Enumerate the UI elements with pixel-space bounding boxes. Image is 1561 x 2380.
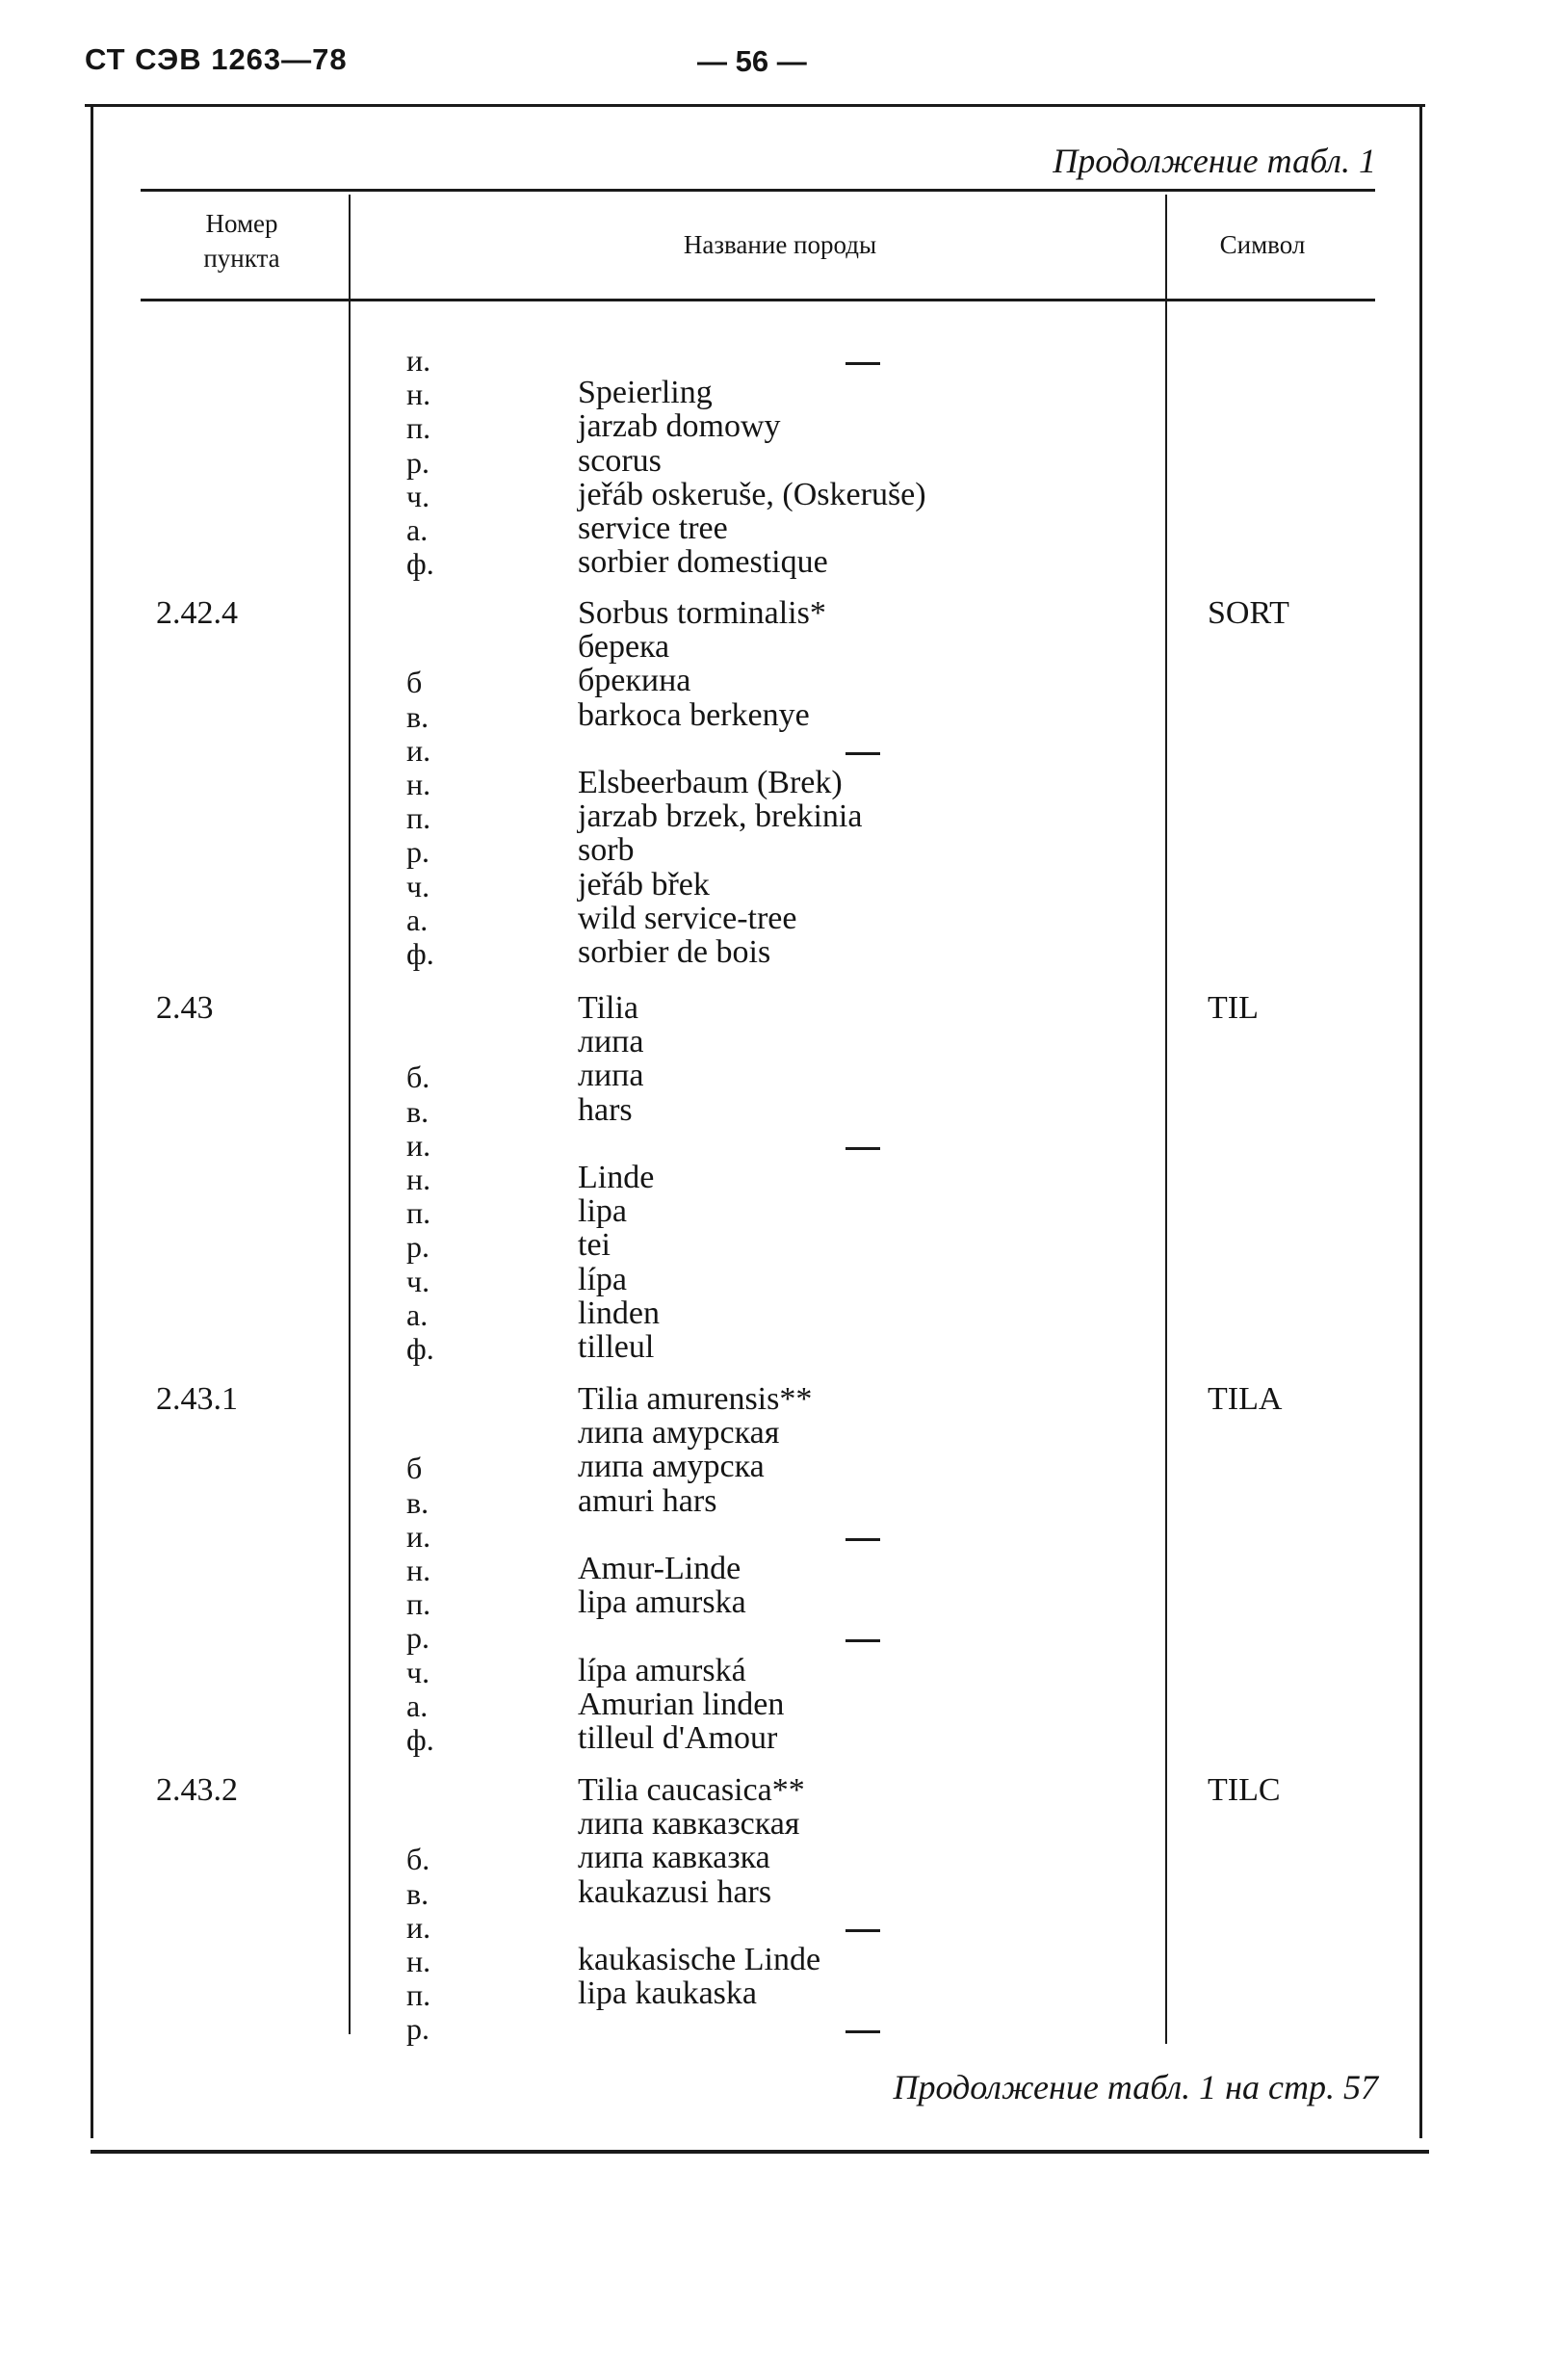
language-code: ф. xyxy=(406,1722,434,1757)
species-name: Amurian linden xyxy=(578,1686,785,1722)
species-name: lipa xyxy=(578,1193,627,1230)
species-name: Sorbus torminalis* xyxy=(578,595,826,631)
language-code: н. xyxy=(406,1162,431,1196)
language-code: н. xyxy=(406,1944,431,1978)
species-name: sorbier domestique xyxy=(578,544,828,581)
language-code: б xyxy=(406,1451,423,1486)
frame-top-rule xyxy=(85,104,1425,107)
no-term-dash xyxy=(846,1538,880,1541)
language-code: н. xyxy=(406,767,431,801)
language-code: п. xyxy=(406,1586,431,1622)
species-name: Tilia amurensis** xyxy=(578,1381,813,1417)
species-name: linden xyxy=(578,1295,660,1331)
species-name: tilleul xyxy=(578,1329,655,1365)
language-code: и. xyxy=(406,343,431,378)
language-code: н. xyxy=(406,1553,431,1587)
species-name: Amur-Linde xyxy=(578,1551,741,1586)
species-name: Tilia xyxy=(578,990,639,1026)
species-name: Tilia caucasica** xyxy=(578,1772,805,1808)
language-code: б. xyxy=(406,1059,430,1095)
species-name: липа xyxy=(578,1058,644,1094)
species-name: tei xyxy=(578,1227,611,1264)
no-term-dash xyxy=(846,1929,880,1932)
species-name: amuri hars xyxy=(578,1482,717,1519)
page-number: — 56 — xyxy=(697,44,807,78)
language-code: в. xyxy=(406,1484,429,1520)
frame-right-rule xyxy=(1419,104,1422,2138)
no-term-dash xyxy=(846,1147,880,1150)
species-name: липа xyxy=(578,1024,644,1060)
species-name: lipa kaukaska xyxy=(578,1975,757,2012)
no-term-dash xyxy=(846,1639,880,1642)
species-symbol: TILA xyxy=(1208,1381,1283,1417)
no-term-dash xyxy=(846,362,880,365)
language-code: ч. xyxy=(406,868,430,903)
species-name: lípa amurská xyxy=(578,1652,746,1688)
species-name: липа кавказская xyxy=(578,1806,800,1843)
table-head-top-rule xyxy=(141,189,1375,192)
species-name: wild service-tree xyxy=(578,900,797,936)
species-name: брекина xyxy=(578,663,691,699)
language-code: в. xyxy=(406,1875,429,1911)
language-code: ч. xyxy=(406,478,430,513)
species-name: jeřáb oskeruše, (Oskeruše) xyxy=(578,476,926,512)
item-number: 2.42.4 xyxy=(156,595,238,631)
language-code: ф. xyxy=(406,1331,434,1366)
column-header-name: Название породы xyxy=(683,230,877,259)
language-code: б xyxy=(406,665,423,700)
language-code: р. xyxy=(406,2011,429,2047)
species-name: липа амурска xyxy=(578,1449,765,1485)
species-name: hars xyxy=(578,1091,633,1128)
no-term-dash xyxy=(846,2030,880,2033)
language-code: п. xyxy=(406,1977,431,2013)
language-code: р. xyxy=(406,444,429,480)
language-code: и. xyxy=(406,732,431,768)
species-symbol: TILC xyxy=(1208,1772,1281,1808)
standard-code: СТ СЭВ 1263—78 xyxy=(85,42,348,76)
species-name: липа кавказка xyxy=(578,1840,770,1876)
language-code: п. xyxy=(406,1195,431,1231)
species-name: jeřáb břek xyxy=(578,866,710,902)
language-code: и. xyxy=(406,1909,431,1945)
no-term-dash xyxy=(846,752,880,755)
species-name: sorb xyxy=(578,832,635,869)
language-code: а. xyxy=(406,902,429,937)
language-code: н. xyxy=(406,377,431,412)
item-number: 2.43.2 xyxy=(156,1772,238,1808)
frame-left-rule xyxy=(91,104,93,2138)
language-code: а. xyxy=(406,1687,429,1723)
species-name: Linde xyxy=(578,1160,655,1195)
language-code: в. xyxy=(406,1093,429,1129)
species-name: tilleul d'Amour xyxy=(578,1720,778,1756)
item-number: 2.43.1 xyxy=(156,1381,238,1417)
language-code: а. xyxy=(406,1296,429,1332)
language-code: а. xyxy=(406,512,429,547)
species-name: Speierling xyxy=(578,375,713,411)
species-name: jarzab brzek, brekinia xyxy=(578,798,863,835)
column-divider-left xyxy=(349,195,351,2034)
column-header-number: Номер пункта xyxy=(203,209,280,273)
species-name: jarzab domowy xyxy=(578,408,781,445)
species-symbol: TIL xyxy=(1208,990,1259,1026)
language-code: ф. xyxy=(406,936,434,971)
language-code: ч. xyxy=(406,1263,430,1298)
language-code: р. xyxy=(406,834,429,870)
species-name: sorbier de bois xyxy=(578,934,771,970)
frame-bottom-rule xyxy=(91,2150,1429,2154)
species-name: lípa xyxy=(578,1261,627,1297)
species-name: service tree xyxy=(578,510,728,546)
table-continuation-caption: Продолжение табл. 1 xyxy=(1053,142,1376,180)
language-code: и. xyxy=(406,1518,431,1554)
language-code: п. xyxy=(406,410,431,446)
column-header-symbol: Символ xyxy=(1219,230,1306,259)
language-code: б. xyxy=(406,1842,430,1877)
species-symbol: SORT xyxy=(1208,595,1289,631)
table-continuation-footer: Продолжение табл. 1 на стр. 57 xyxy=(893,2068,1378,2106)
species-name: берека xyxy=(578,629,670,666)
species-name: kaukazusi hars xyxy=(578,1873,772,1910)
item-number: 2.43 xyxy=(156,990,214,1026)
language-code: в. xyxy=(406,698,429,734)
species-name: липа амурская xyxy=(578,1415,780,1452)
species-name: kaukasische Linde xyxy=(578,1942,821,1977)
language-code: р. xyxy=(406,1620,429,1656)
column-divider-right xyxy=(1165,195,1167,2044)
species-name: barkoca berkenye xyxy=(578,696,810,733)
species-name: scorus xyxy=(578,442,662,479)
table-head-bottom-rule xyxy=(141,299,1375,301)
language-code: р. xyxy=(406,1229,429,1265)
language-code: ф. xyxy=(406,546,434,582)
language-code: ч. xyxy=(406,1654,430,1689)
species-name: lipa amurska xyxy=(578,1584,746,1621)
language-code: п. xyxy=(406,800,431,836)
species-name: Elsbeerbaum (Brek) xyxy=(578,765,843,800)
language-code: и. xyxy=(406,1127,431,1163)
